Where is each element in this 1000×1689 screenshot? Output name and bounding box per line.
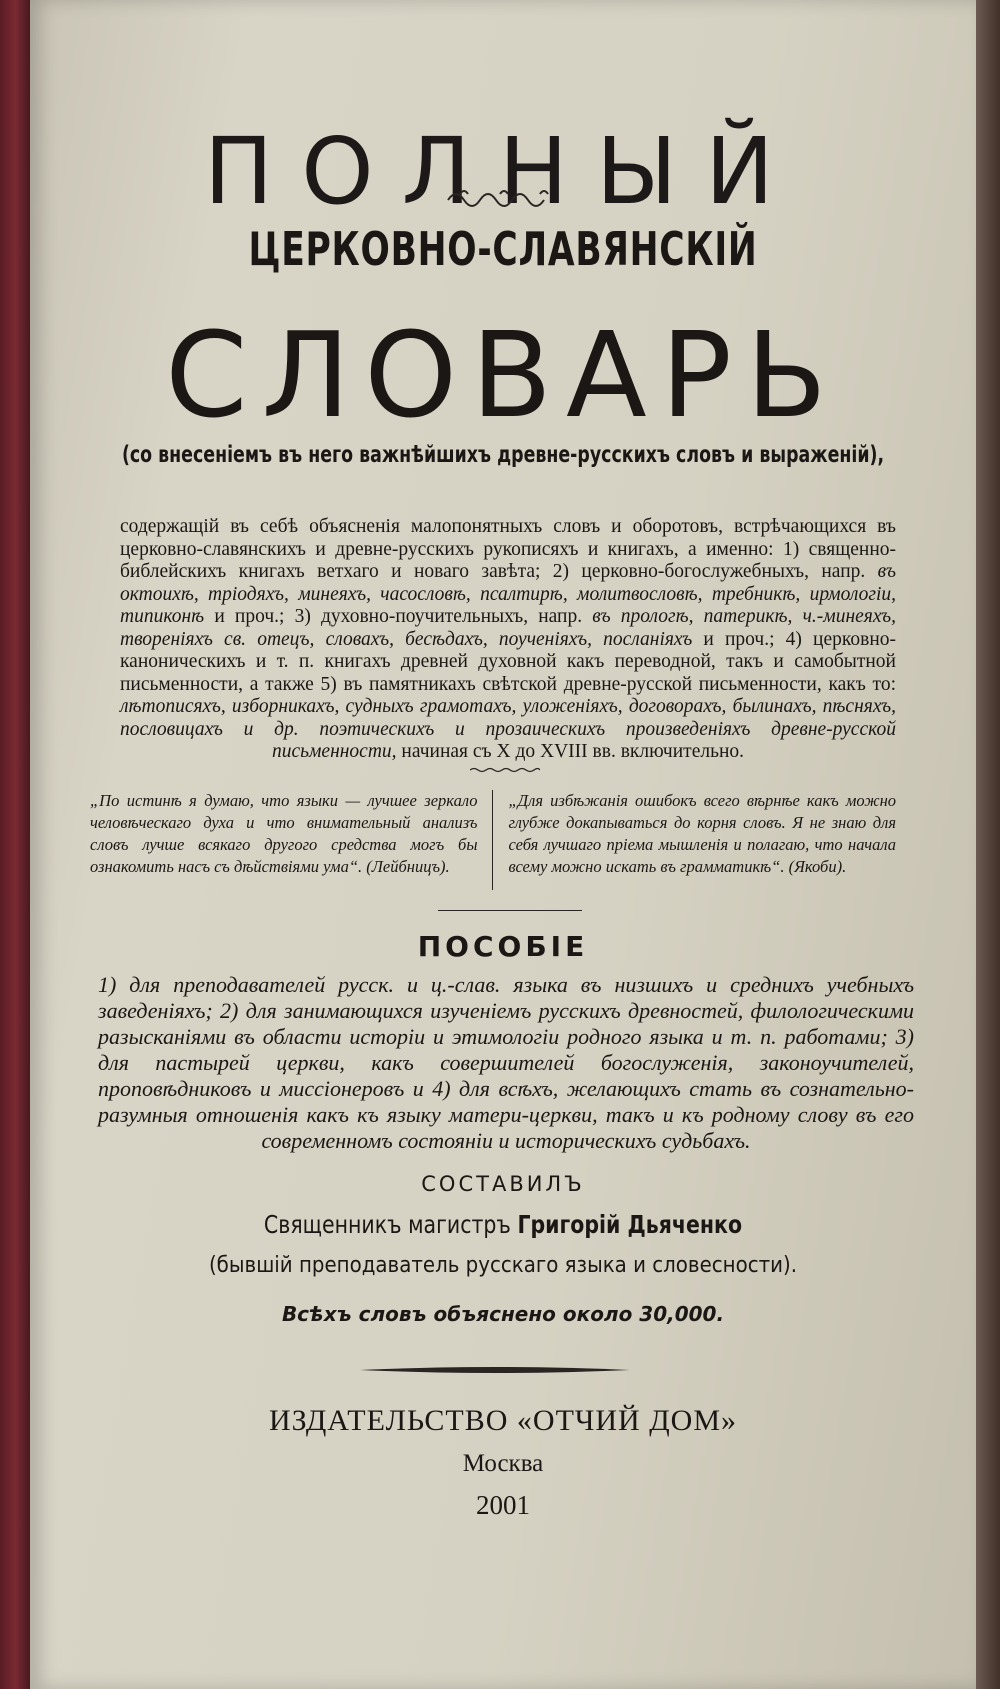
subtitle: (со внесеніемъ въ него важнѣйшихъ древне-русскихъ словъ и выраженій), [121, 442, 885, 468]
epigraph-quotes [90, 790, 896, 890]
contents-italic-2: въ прологѣ, патерикѣ, ч.-минеяхъ, твореніяхъ св. отецъ, словахъ, бесѣдахъ, поученіяхъ, посланіяхъ [120, 606, 897, 650]
posobie-text: 1) для преподавателей русск. и ц.-слав. языка въ низшихъ и среднихъ учебныхъ заведеніяхъ; 2) для занимающихся изученіемъ русскихъ древностей, филологическими разысканіями въ области исторіи и этимологіи родного языка и т. п. работами; 3) для пастырей церкви, какъ совершителей богослуженія, законоучителей, проповѣдниковъ и миссіонеровъ и 4) для всѣхъ, желающихъ стать въ сознательно-разумныя отношенія какъ къ языку матери-церкви, такъ и къ родному слову въ его современномъ состояніи и историческихъ судьбахъ. [98, 972, 914, 1153]
posobie-heading: ПОСОБІЕ [417, 930, 589, 963]
author-name: Григорій Дьяченко [517, 1210, 743, 1239]
words-count: Всѣхъ словъ объяснено около 30,000. [281, 1302, 725, 1326]
wavy-divider-icon [470, 767, 540, 773]
quote-jacobi: „Для избѣжанія ошибокъ всего вѣрнѣе какъ можно глубже докапываться до корня словъ. Я не знаю для себя лучшаго пріема мышленія и полагаю, что начала всему можно искать въ грамматикѣ“. (Якоби). [492, 790, 897, 890]
contents-text-2: и проч.; 3) духовно-поучительныхъ, напр. [214, 606, 583, 627]
title-line-dictionary: СЛОВАРЬ [165, 306, 841, 444]
compiled-label: СОСТАВИЛЪ [421, 1172, 585, 1196]
contents-text-4: начиная съ X до XVIII вв. включительно. [401, 741, 745, 762]
contents-italic-3: лѣтописяхъ, изборникахъ, судныхъ грамотахъ, уложеніяхъ, договорахъ, былинахъ, пѣсняхъ, пословицахъ и др. поэтическихъ и прозаическихъ произведеніяхъ древне-русской письменности, [120, 696, 896, 762]
contents-description [120, 516, 896, 764]
title-line-church-slavonic: ЦЕРКОВНО-СЛАВЯНСКІЙ [248, 222, 758, 276]
contents-text-1: содержащій въ себѣ объясненія малопонятныхъ словъ и оборотовъ, встрѣчающихся въ церковно-славянскихъ и древне-русскихъ рукописяхъ и книгахъ, а именно: 1) священно-библейскихъ книгахъ ветхаго и новаго завѣта; 2) церковно-богослужебныхъ, напр. [120, 516, 896, 582]
book-spine-edge [976, 0, 1000, 1689]
author-line [115, 1210, 891, 1239]
publication-year: 2001 [476, 1490, 530, 1520]
author-note: (бывшій преподаватель русскаго языка и словесности). [208, 1253, 798, 1278]
author-prefix: Священникъ магистръ [263, 1210, 511, 1239]
publisher: ИЗДАТЕЛЬСТВО «ОТЧИЙ ДОМ» [268, 1404, 738, 1437]
publication-city: Москва [462, 1450, 544, 1477]
contents-text-3: и проч.; 4) церковно-каноническихъ и т. п. книгахъ древней духовной какъ переводной, такъ и самобытной письменности, а также 5) въ памятникахъ свѣтской древне-русской письменности, какъ то: [120, 628, 897, 695]
ornament-icon [30, 182, 976, 212]
ornamental-rule-icon [360, 1365, 630, 1375]
divider [438, 910, 582, 911]
title-line-polny: ПОЛНЫЙ [204, 118, 802, 225]
quote-leibniz: „По истинѣ я думаю, что языки — лучшее зеркало человѣческаго духа и что внимательный анализъ словъ лучше всякаго другого средства могъ бы ознакомить насъ съ дѣйствіями ума“. (Лейбницъ). [90, 791, 478, 876]
title-page [30, 0, 976, 1689]
contents-italic-1: въ октоихѣ, тріодяхъ, минеяхъ, часословѣ, псалтирѣ, молитвословѣ, требникѣ, ирмологіи, типиконѣ [120, 561, 896, 627]
book-cover-edge [0, 0, 34, 1689]
